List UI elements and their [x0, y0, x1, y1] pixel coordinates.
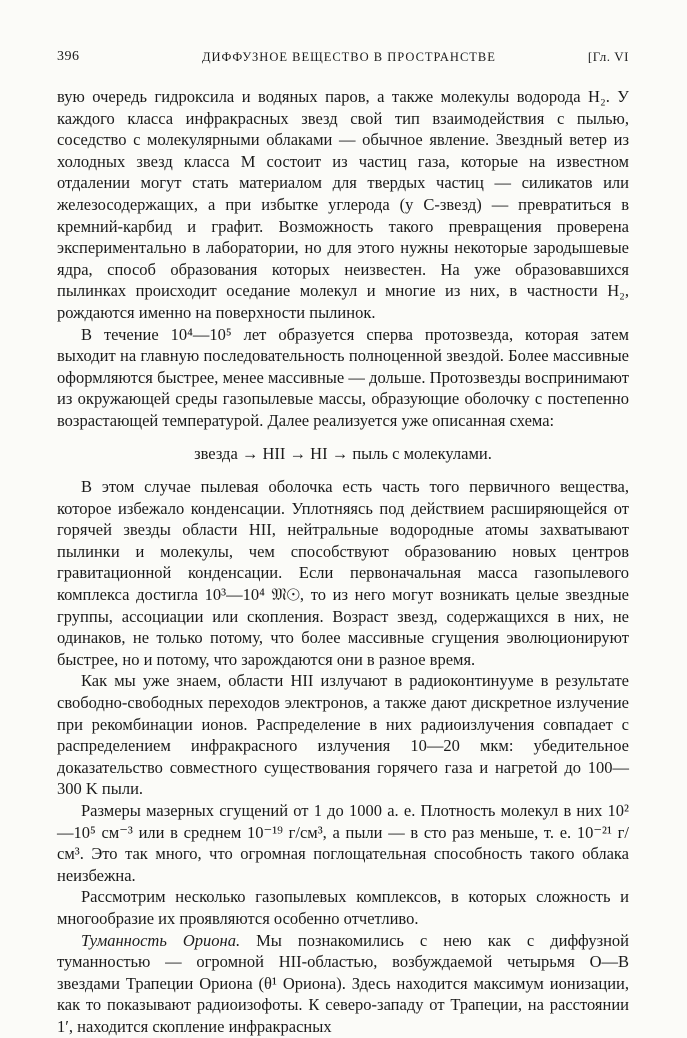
section-title-orion: Туманность Ориона.: [81, 930, 241, 950]
chapter-label: [Гл. VI: [587, 49, 629, 64]
paragraph-7-text: Мы познакомились с нею как с диффузной туманностью — огромной HII-областью, возбуждаемой четырьмя O—B звездами Трапеции Ориона (θ¹ Ориона). Здесь находится максимум ионизации, как то показывают радиоизофоты. К северо-западу от Трапеции, на расстоянии 1′, находится скопление инфракрасных: [57, 930, 629, 1036]
paragraph-5: Размеры мазерных сгущений от 1 до 1000 а. е. Плотность молекул в них 10²—10⁵ см⁻³ или в среднем 10⁻¹⁹ г/см³, а пыли — в сто раз меньше, т. е. 10⁻²¹ г/см³. Это так много, что огромная поглощательная способность такого облака неизбежна.: [57, 801, 629, 885]
paragraph-3: В этом случае пылевая оболочка есть часть того первичного вещества, которое избежало конденсации. Уплотняясь под действием расширяющейся от горячей звезды области HII, нейтральные водородные атомы захватывают пылинки и молекулы, чем способствуют образованию новых центров гравитационной конденсации. Если первоначальная масса газопылевого комплекса достигла 10³—10⁴ 𝔐☉, то из него могут возникать целые звездные группы, ассоциации или скопления. Возраст звезд, содержащихся в них, не одинаков, не только потому, что более массивные сгущения эволюционируют быстрее, но и потому, что зарождаются они в разное время.: [57, 477, 629, 669]
formula-scheme: звезда → HII → HI → пыль с молекулами.: [194, 443, 492, 463]
paragraph-4: Как мы уже знаем, области HII излучают в радиоконтинууме в результате свободно-свободных переходов электронов, а также дают дискретное излучение при рекомбинации ионов. Распределение в них радиоизлучения совпадает с распределением инфракрасного излучения 10—20 мкм: убедительное доказательство совместного существования горячего газа и нагретой до 100—300 K пыли.: [57, 671, 629, 799]
paragraph-2: В течение 10⁴—10⁵ лет образуется сперва протозвезда, которая затем выходит на главную последовательность полноценной звездой. Более массивные оформляются быстрее, менее массивные — дольше. Протозвезды воспринимают из окружающей среды газопылевые массы, образующие оболочку с постепенно возрастающей температурой. Далее реализуется уже описанная схема:: [57, 324, 629, 430]
running-title: ДИФФУЗНОЕ ВЕЩЕСТВО В ПРОСТРАНСТВЕ: [202, 50, 496, 64]
paragraph-7: [57, 930, 629, 1038]
paragraph-1: вую очередь гидроксила и водяных паров, а также молекулы водорода H₂. У каждого класса инфракрасных звезд свой тип взаимодействия с пылью, соседство с молекулярными облаками — обычное явление. Звездный ветер из холодных звезд класса M состоит из частиц газа, которые на известном отдалении могут стать материалом для твердых частиц — силикатов или железосодержащих, а при избытке углерода (у C-звезд) — превратиться в кремний-карбид и графит. Возможность такого превращения проверена экспериментально в лаборатории, но для этого нужны некоторые зародышевые ядра, способ образования которых неизвестен. На уже образовавшихся пылинках происходит оседание молекул и многие из них, в частности H₂, рождаются именно на поверхности пылинок.: [57, 87, 629, 322]
paragraph-6: Рассмотрим несколько газопылевых комплексов, в которых сложность и многообразие их проявляются особенно отчетливо.: [57, 887, 629, 928]
page-header: [57, 49, 629, 71]
page-body: [57, 86, 629, 1038]
page-number: 396: [57, 49, 80, 64]
